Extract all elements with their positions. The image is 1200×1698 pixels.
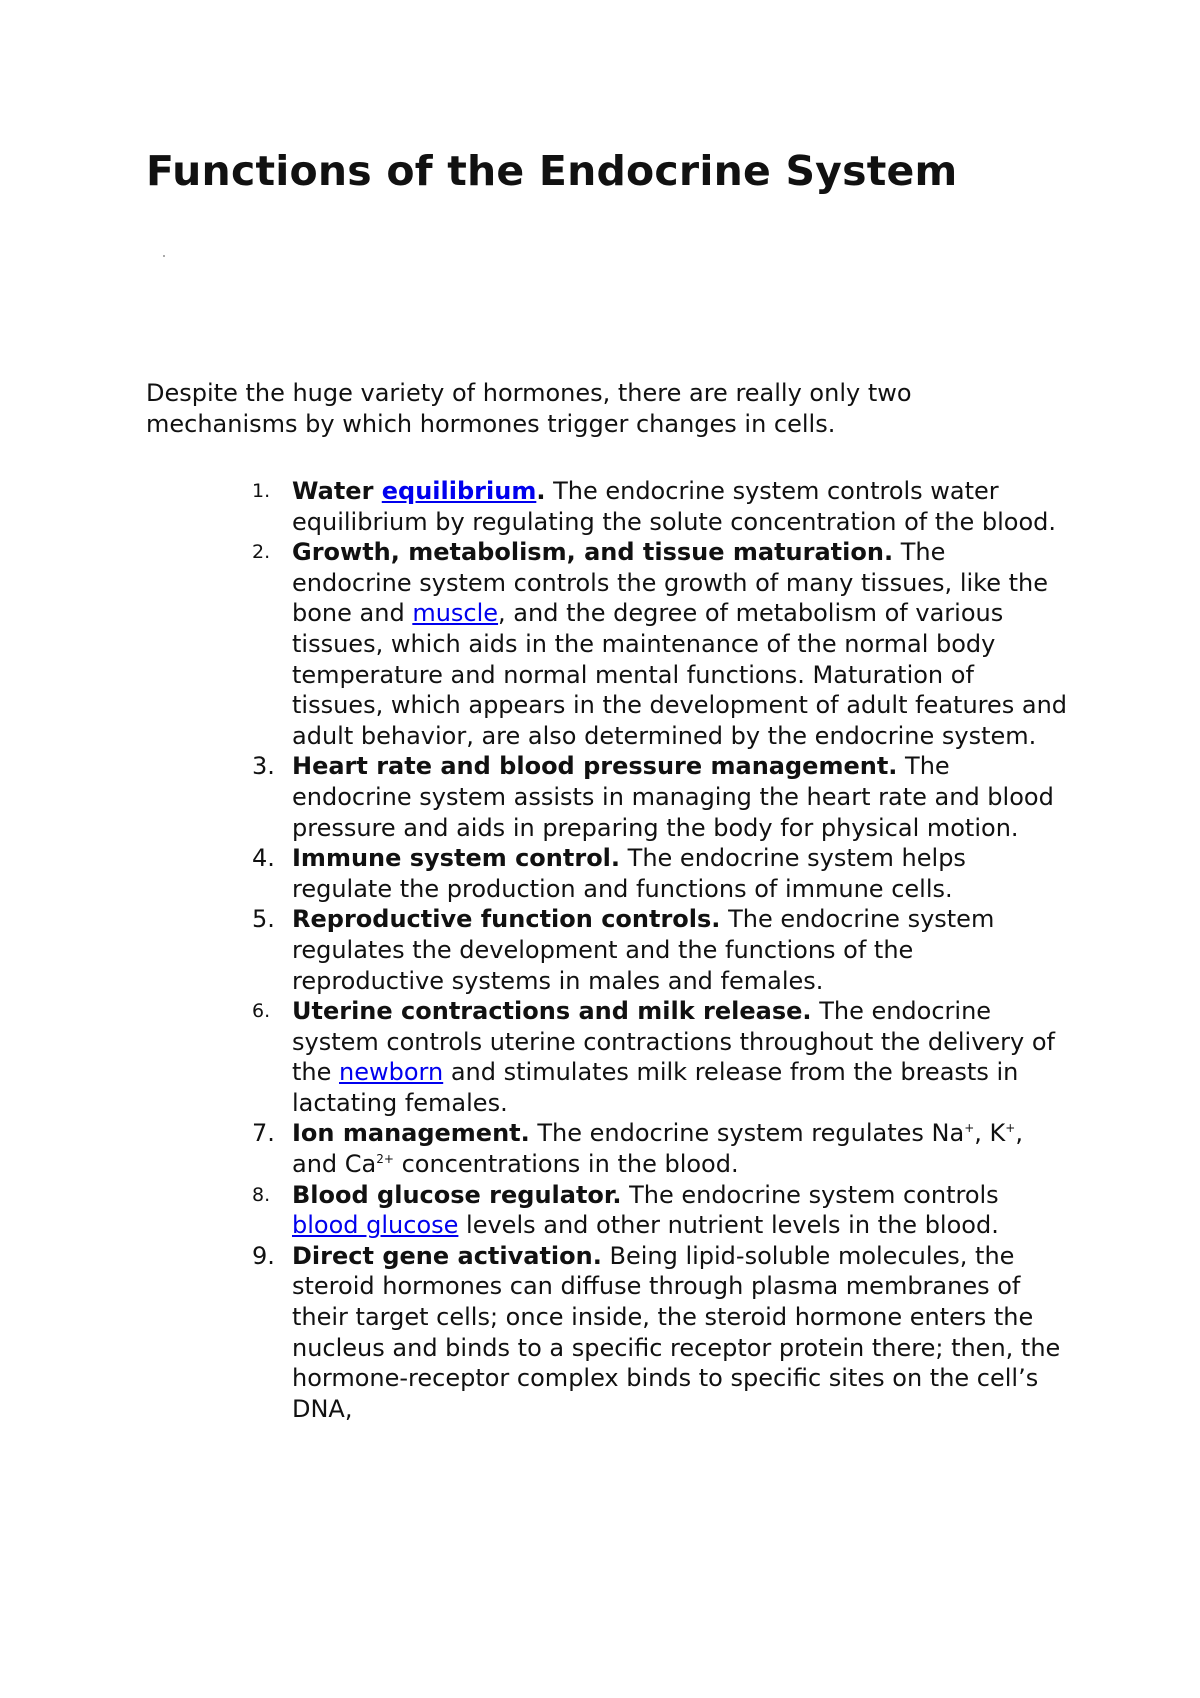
list-item [252,1180,1072,1241]
potassium-charge: + [1005,1121,1016,1136]
list-number: 9. [252,1241,275,1270]
item-heading [292,477,545,505]
list-item [252,1118,1072,1179]
functions-list [252,476,1072,1424]
item-heading: Heart rate and blood pressure management. [292,752,898,781]
list-number: 5. [252,905,275,934]
item-heading: Uterine contractions and milk release. [292,997,812,1026]
item-heading: Ion management. [292,1119,530,1148]
stray-dot [163,255,165,257]
list-item [252,537,1072,751]
item-body-continued: levels and other nutrient levels in the blood. [458,1211,999,1240]
list-item [252,843,1072,904]
item-heading-text: Water [292,477,382,505]
list-item [252,1241,1072,1425]
blood-glucose-link[interactable]: blood glucose [292,1211,459,1240]
item-heading: Reproductive function controls. [292,905,721,934]
item-heading: Direct gene activation. [292,1241,602,1270]
item-heading-end: . [536,477,546,505]
sodium-charge: + [964,1121,975,1136]
item-body: The endocrine system regulates Na [529,1119,965,1148]
item-body: The endocrine system controls [621,1180,999,1209]
item-body: The endocrine system controls water equilibrium by regulating the solute concentration of the blood. [292,477,1056,536]
list-item [252,996,1072,1118]
equilibrium-link[interactable]: equilibrium [381,477,537,505]
list-item [252,476,1072,537]
item-body-continued: , K [974,1119,1006,1148]
list-number: 8. [252,1183,271,1206]
list-number: 1. [252,480,271,502]
item-body: The endocrine system assists in managing the heart rate and blood pressure and aids in preparing the body for physical motion. [292,752,1054,842]
item-heading: Immune system control. [292,844,621,873]
intro-paragraph: Despite the huge variety of hormones, there are really only two mechanisms by which hormones trigger changes in cells. [146,379,912,438]
list-number: 4. [252,844,275,873]
list-item [252,904,1072,996]
item-body: The endocrine system regulates the development and the functions of the reproductive systems in males and females. [292,905,995,995]
list-number: 7. [252,1119,275,1148]
page-title: Functions of the Endocrine System [146,147,958,195]
muscle-link[interactable]: muscle [412,599,499,628]
item-heading: Blood glucose regulator. [292,1180,622,1209]
calcium-charge: 2+ [376,1152,394,1167]
item-body: The endocrine system controls the growth of many tissues, like the bone and [292,538,1048,628]
list-number: 3. [252,752,275,781]
item-body: The endocrine system controls uterine contractions throughout the delivery of the [292,997,1056,1087]
item-body-continued: and stimulates milk release from the breasts in lactating females. [292,1058,1019,1117]
newborn-link[interactable]: newborn [339,1058,444,1087]
list-number: 6. [252,1000,271,1023]
item-body: The endocrine system helps regulate the production and functions of immune cells. [292,844,966,903]
list-number: 2. [252,541,271,564]
item-body: Being lipid-soluble molecules, the steroid hormones can diffuse through plasma membranes of their target cells; once inside, the steroid hormone enters the nucleus and binds to a specific receptor protein there; then, the hormone-receptor complex binds to specific sites on the cell’s DNA, [292,1241,1061,1423]
item-body-continued: , and the degree of metabolism of various tissues, which aids in the maintenance of the normal body temperature and normal mental functions. Maturation of tissues, which appears in the development of adult features and adult behavior, are also determined by the endocrine system. [292,599,1068,750]
list-item [252,751,1072,843]
item-body-continued: concentrations in the blood. [393,1150,739,1179]
item-heading: Growth, metabolism, and tissue maturation. [292,538,894,567]
item-body-continued: , and Ca [292,1119,1023,1179]
